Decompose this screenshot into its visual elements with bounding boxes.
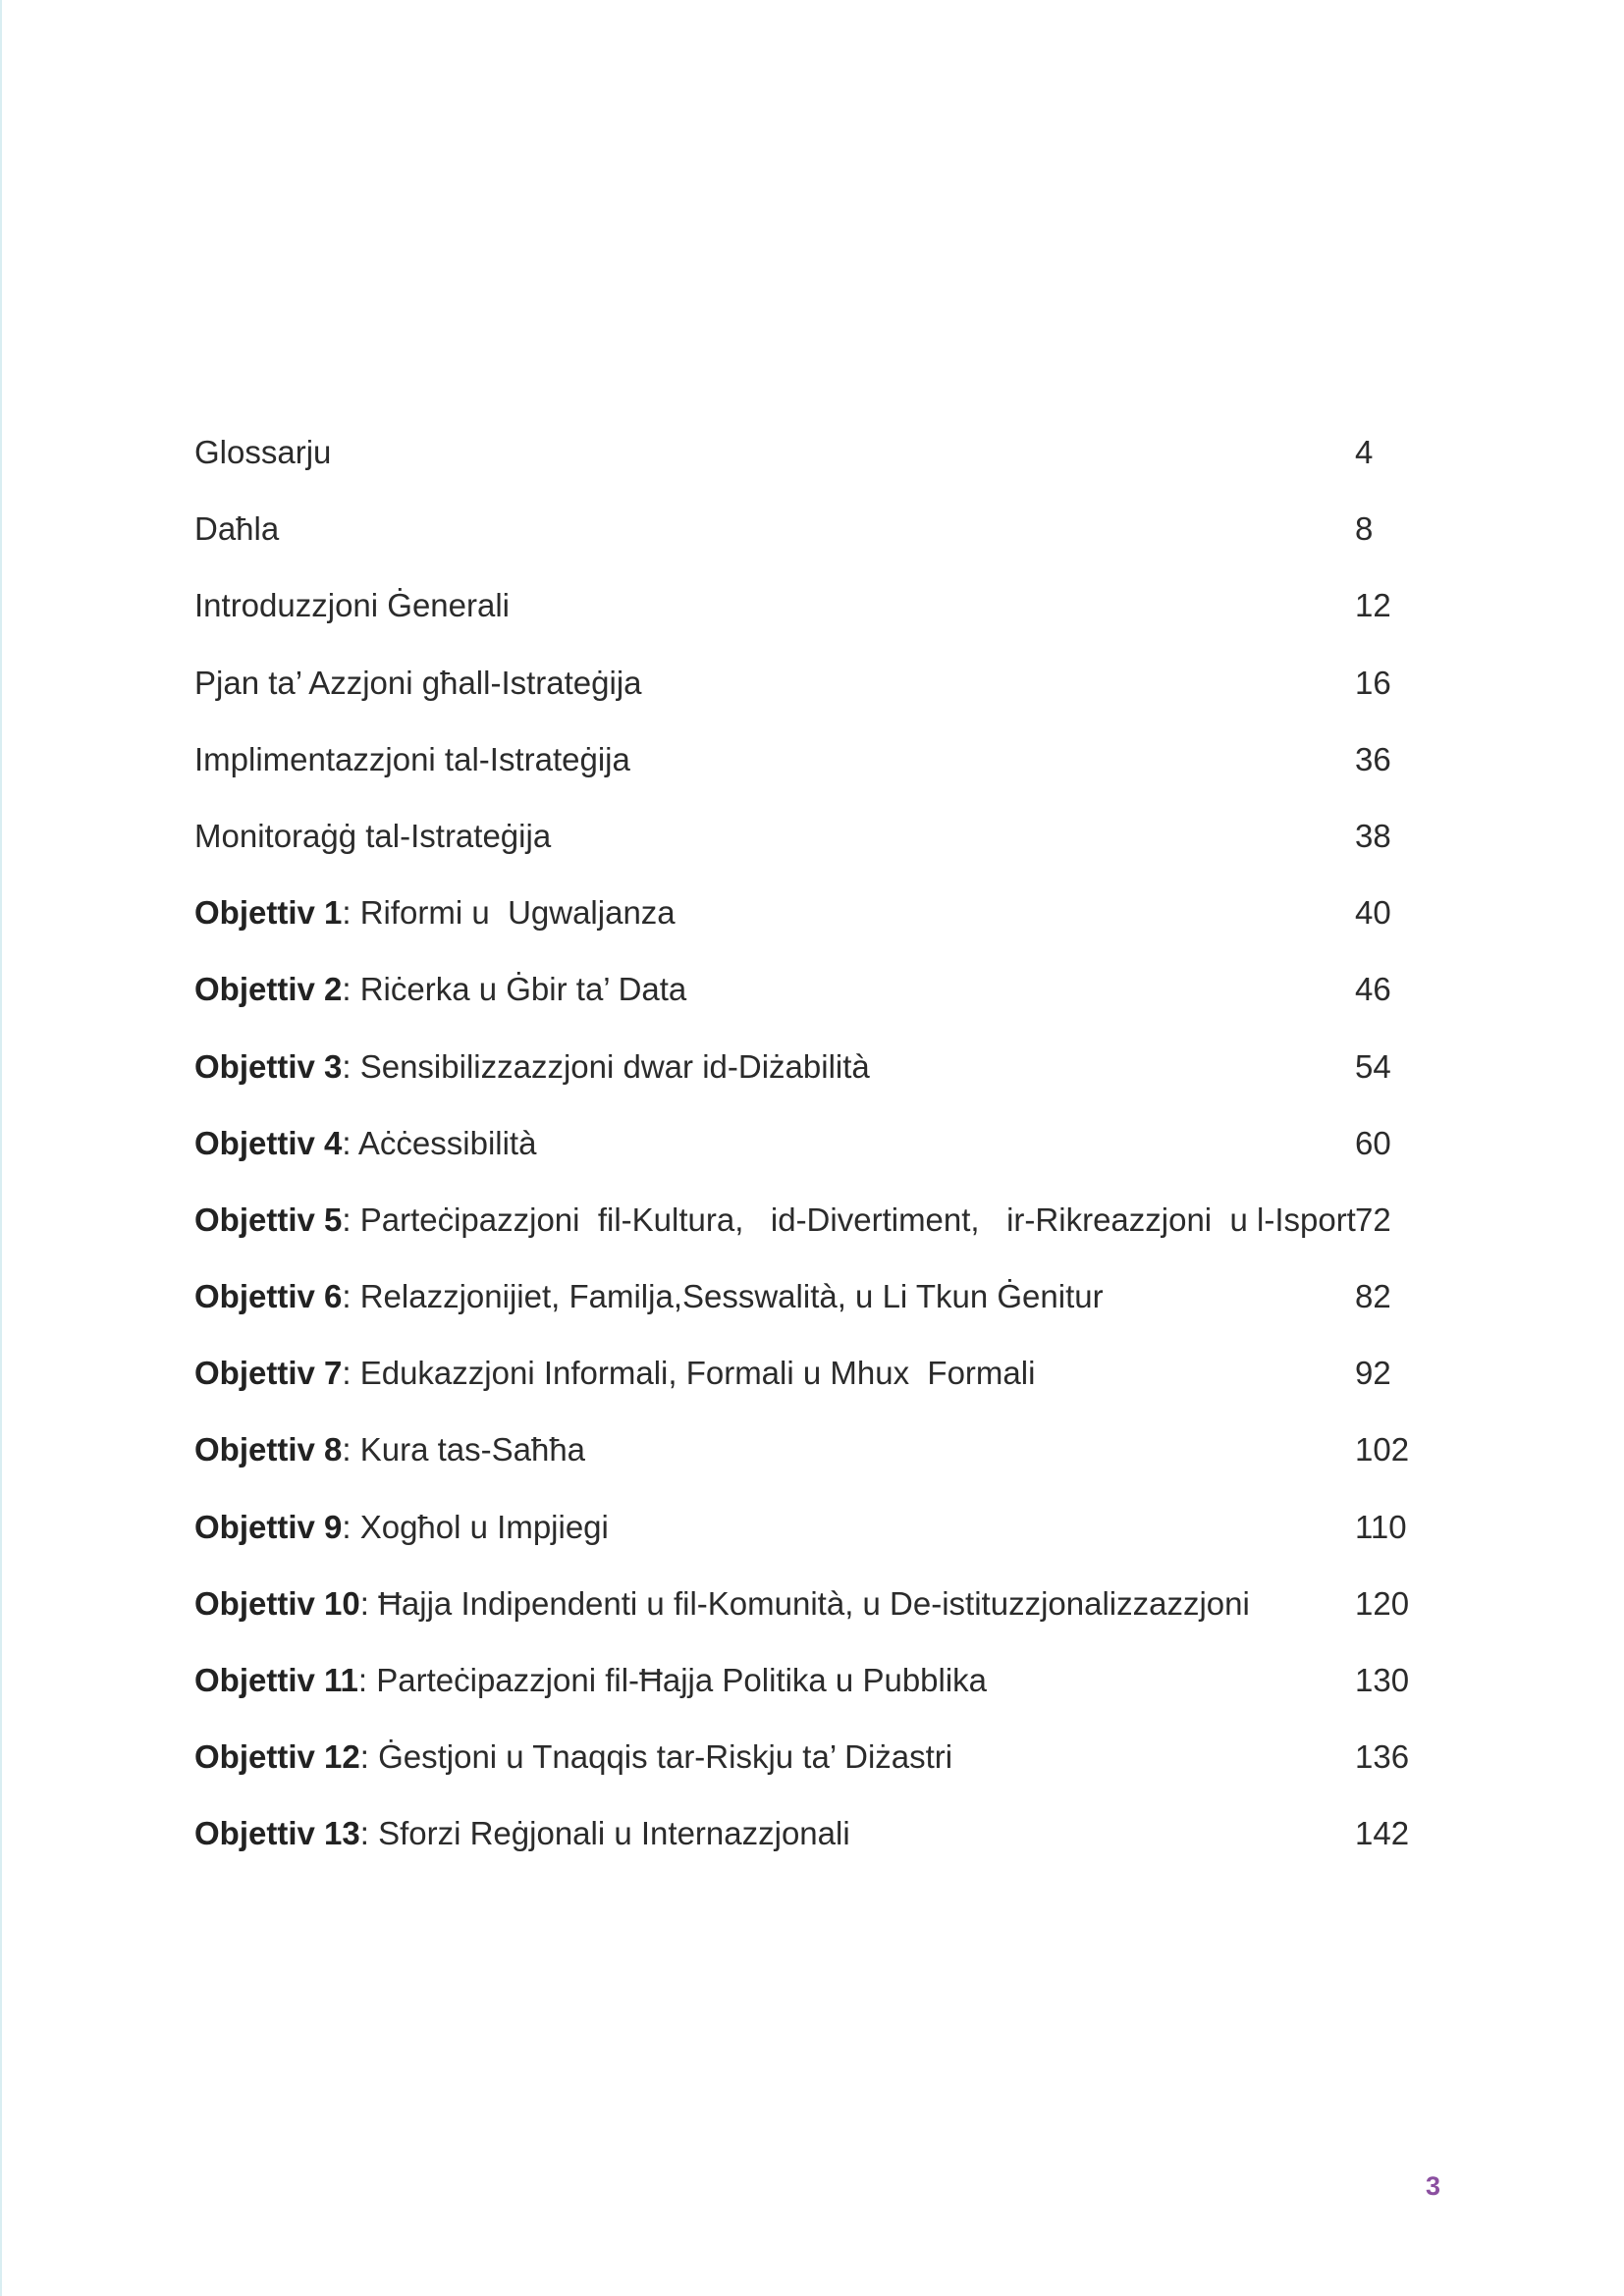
toc-entry-title (194, 664, 642, 703)
toc-entry-objective-label: Objettiv 4 (194, 1124, 343, 1161)
toc-entry-text: : Sensibilizzazzjoni dwar id-Diżabilità (342, 1047, 870, 1085)
toc-entry-title (194, 893, 676, 933)
toc-entry-title (194, 509, 279, 549)
toc-entry[interactable] (194, 740, 1432, 817)
toc-entry-title (194, 1584, 1250, 1624)
toc-entry-title (194, 1814, 850, 1853)
toc-entry-title (194, 1124, 536, 1163)
toc-entry-objective-label: Objettiv 11 (194, 1662, 358, 1698)
toc-entry[interactable] (194, 1814, 1432, 1891)
toc-entry[interactable] (194, 1430, 1432, 1507)
toc-entry-objective-label: Objettiv 2 (194, 971, 343, 1008)
toc-entry[interactable] (194, 817, 1432, 893)
toc-entry-text: : Ġestjoni u Tnaqqis tar-Riskju ta’ Diżastri (359, 1738, 953, 1776)
toc-entry[interactable] (194, 1124, 1432, 1201)
toc-entry-text: : Riċerka u Ġbir ta’ Data (342, 971, 687, 1008)
toc-entry-title (194, 1277, 1104, 1316)
toc-entry-objective-label: Objettiv 13 (194, 1815, 360, 1852)
page-edge-divider (0, 0, 2, 2296)
toc-entry-objective-label: Objettiv 9 (194, 1508, 343, 1545)
toc-entry-text: : Kura tas-Saħħa (342, 1431, 586, 1468)
toc-entry-text: : Aċċessibilità (342, 1124, 537, 1161)
toc-entry-title (194, 433, 331, 472)
toc-entry-page-number: 16 (1355, 664, 1391, 701)
toc-entry-objective-label: Objettiv 5 (194, 1201, 343, 1238)
toc-entry-page-number: 102 (1355, 1431, 1410, 1468)
toc-entry-text: Monitoraġġ tal-Istrateġija (194, 817, 552, 854)
toc-entry-objective-label: Objettiv 10 (194, 1584, 360, 1622)
toc-entry-title (194, 1201, 1356, 1240)
table-of-contents (194, 433, 1432, 1892)
toc-entry-page-number: 60 (1355, 1124, 1391, 1161)
toc-entry-page-number: 36 (1355, 740, 1391, 777)
toc-entry-page-number: 120 (1355, 1584, 1410, 1622)
page-number: 3 (1426, 2171, 1441, 2201)
toc-entry-page-number: 54 (1355, 1047, 1391, 1085)
toc-entry-objective-label: Objettiv 6 (194, 1278, 343, 1315)
toc-entry[interactable] (194, 1508, 1432, 1584)
toc-entry-text: : Sforzi Reġjonali u Internazzjonali (359, 1815, 850, 1852)
toc-entry-page-number: 136 (1355, 1738, 1410, 1776)
toc-entry-text: Daħla (194, 510, 280, 548)
toc-entry-text: : Ħajja Indipendenti u fil-Komunità, u De-istituzzjonalizzazzjoni (359, 1584, 1250, 1622)
toc-entry-title (194, 586, 510, 625)
toc-entry[interactable] (194, 1354, 1432, 1430)
toc-entry[interactable] (194, 664, 1432, 740)
toc-entry[interactable] (194, 1737, 1432, 1814)
toc-entry-text: Implimentazzjoni tal-Istrateġija (194, 740, 630, 777)
toc-entry-page-number: 130 (1355, 1662, 1410, 1698)
toc-entry-title (194, 1508, 609, 1547)
toc-entry-title (194, 1430, 585, 1469)
toc-entry[interactable] (194, 1661, 1432, 1737)
toc-entry-page-number: 46 (1355, 971, 1391, 1008)
toc-entry-objective-label: Objettiv 3 (194, 1047, 343, 1085)
toc-entry-page-number: 110 (1355, 1508, 1407, 1545)
toc-entry-page-number: 72 (1355, 1201, 1391, 1238)
toc-entry-page-number: 8 (1355, 510, 1374, 548)
toc-entry-objective-label: Objettiv 7 (194, 1355, 343, 1392)
toc-entry-title (194, 970, 686, 1009)
toc-entry[interactable] (194, 1047, 1432, 1124)
toc-entry-text: : Xogħol u Impjiegi (342, 1508, 609, 1545)
toc-entry-title (194, 1737, 952, 1777)
toc-entry-objective-label: Objettiv 1 (194, 894, 343, 932)
toc-entry[interactable] (194, 1201, 1432, 1277)
toc-entry-page-number: 92 (1355, 1355, 1391, 1392)
toc-entry-page-number: 4 (1355, 434, 1374, 470)
toc-entry-text: : Edukazzjoni Informali, Formali u Mhux Formali (342, 1355, 1036, 1392)
toc-entry-page-number: 82 (1355, 1278, 1391, 1315)
toc-entry-objective-label: Objettiv 12 (194, 1738, 360, 1776)
toc-entry[interactable] (194, 1584, 1432, 1661)
toc-entry-text: : Parteċipazzjoni fil-Kultura, id-Divertiment, ir-Rikreazzjoni u l-Isport (342, 1201, 1356, 1238)
toc-entry-title (194, 1661, 987, 1700)
toc-entry[interactable] (194, 893, 1432, 970)
toc-entry-title (194, 740, 630, 779)
toc-entry-text: : Parteċipazzjoni fil-Ħajja Politika u Pubblika (357, 1662, 988, 1698)
toc-entry-title (194, 1047, 870, 1087)
toc-entry-page-number: 38 (1355, 817, 1391, 854)
toc-entry[interactable] (194, 509, 1432, 586)
toc-entry-page-number: 142 (1355, 1815, 1410, 1852)
toc-entry-title (194, 1354, 1035, 1393)
toc-entry-title (194, 817, 551, 856)
toc-entry-page-number: 12 (1355, 587, 1391, 624)
toc-entry-objective-label: Objettiv 8 (194, 1431, 343, 1468)
toc-entry[interactable] (194, 433, 1432, 509)
toc-entry-page-number: 40 (1355, 894, 1391, 932)
toc-entry-text: Introduzzjoni Ġenerali (194, 587, 511, 624)
toc-entry-text: Pjan ta’ Azzjoni għall-Istrateġija (194, 664, 642, 701)
toc-entry-text: : Riformi u Ugwaljanza (342, 894, 676, 932)
toc-entry-text: Glossarju (194, 434, 332, 470)
toc-entry[interactable] (194, 586, 1432, 663)
toc-entry[interactable] (194, 970, 1432, 1046)
toc-entry-text: : Relazzjonijiet, Familja,Sesswalità, u Li Tkun Ġenitur (342, 1278, 1104, 1315)
toc-entry[interactable] (194, 1277, 1432, 1354)
